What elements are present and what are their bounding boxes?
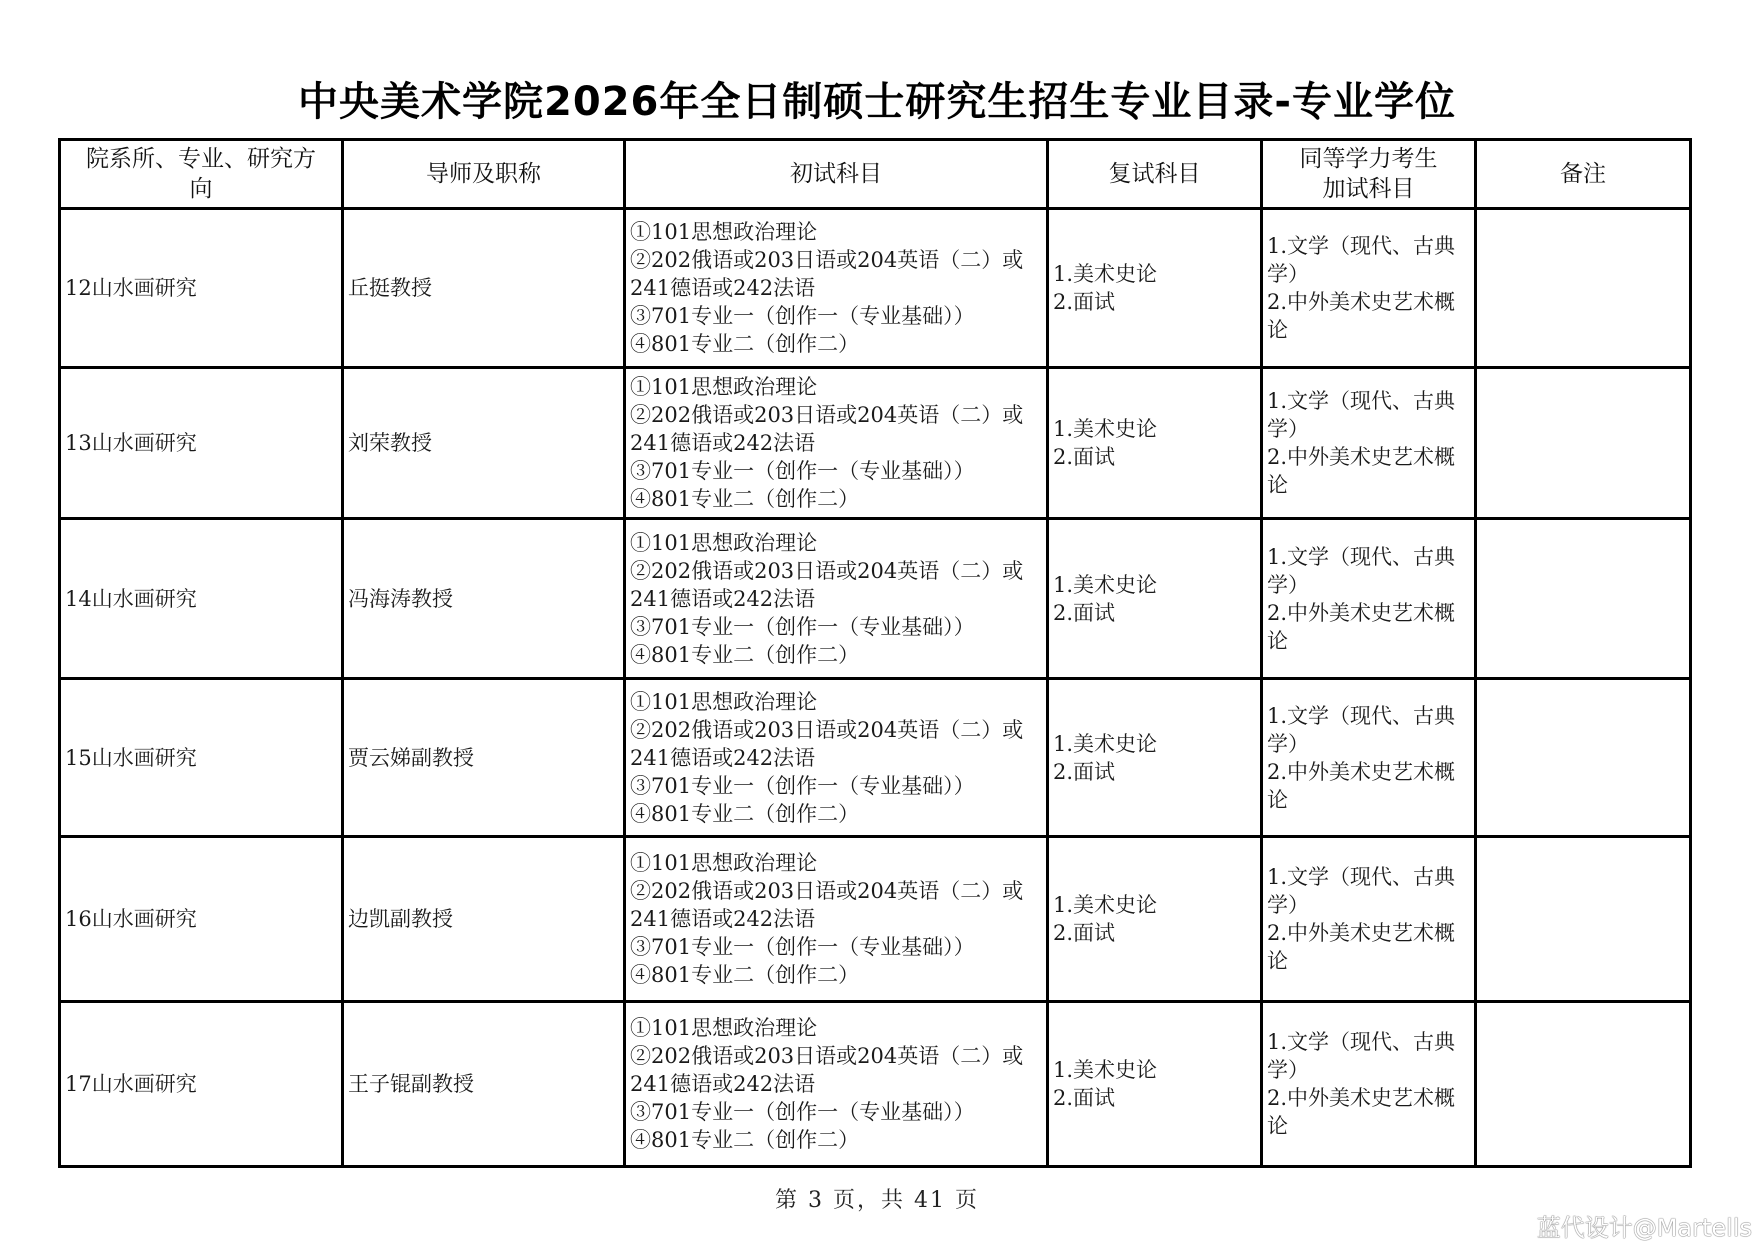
- initial-exam-line: ②202俄语或203日语或204英语（二）或: [630, 248, 1024, 272]
- initial-exam-cell: [625, 368, 1048, 519]
- initial-exam-line: ①101思想政治理论: [630, 220, 818, 244]
- initial-exam-line: ②202俄语或203日语或204英语（二）或: [630, 879, 1024, 903]
- table-row: [60, 837, 1691, 1002]
- header-remarks: 备注: [1476, 140, 1691, 209]
- header-extra-exam: 同等学力考生加试科目: [1262, 140, 1476, 209]
- remarks-cell: [1476, 368, 1691, 519]
- retest-line: 2.面试: [1053, 759, 1116, 784]
- extra-exam-line: 1.文学（现代、古典学）: [1267, 544, 1456, 597]
- header-retest: 复试科目: [1048, 140, 1262, 209]
- extra-exam-cell: [1262, 209, 1476, 368]
- initial-exam-line: 241德语或242法语: [630, 431, 816, 455]
- initial-exam-line: ④801专业二（创作二）: [630, 1128, 860, 1152]
- retest-line: 1.美术史论: [1053, 262, 1158, 286]
- remarks-cell: [1476, 1002, 1691, 1167]
- direction-cell: 17山水画研究: [60, 1002, 343, 1167]
- initial-exam-cell: [625, 209, 1048, 368]
- table-row: [60, 679, 1691, 837]
- extra-exam-line: 1.文学（现代、古典学）: [1267, 1030, 1456, 1082]
- retest-cell: [1048, 368, 1262, 519]
- table-header-row: [60, 140, 1691, 209]
- extra-exam-line: 1.文学（现代、古典学）: [1267, 389, 1456, 441]
- retest-line: 2.面试: [1053, 445, 1116, 469]
- initial-exam-line: ①101思想政治理论: [630, 530, 818, 555]
- initial-exam-line: ①101思想政治理论: [630, 375, 818, 399]
- retest-line: 2.面试: [1053, 1086, 1116, 1110]
- retest-line: 1.美术史论: [1053, 1058, 1158, 1082]
- table-row: [60, 519, 1691, 679]
- direction-cell: 12山水画研究: [60, 209, 343, 368]
- initial-exam-cell: [625, 519, 1048, 679]
- retest-line: 2.面试: [1053, 600, 1116, 625]
- extra-exam-line: 1.文学（现代、古典学）: [1267, 234, 1456, 286]
- extra-exam-line: 1.文学（现代、古典学）: [1267, 865, 1456, 917]
- retest-cell: [1048, 1002, 1262, 1167]
- initial-exam-line: ②202俄语或203日语或204英语（二）或: [630, 1044, 1024, 1068]
- initial-exam-line: ④801专业二（创作二）: [630, 642, 860, 667]
- retest-cell: [1048, 209, 1262, 368]
- initial-exam-line: ②202俄语或203日语或204英语（二）或: [630, 403, 1024, 427]
- header-advisor: 导师及职称: [343, 140, 625, 209]
- table-row: [60, 209, 1691, 368]
- program-catalog-table: [58, 138, 1692, 1168]
- direction-cell: 14山水画研究: [60, 519, 343, 679]
- advisor-cell: 丘挺教授: [343, 209, 625, 368]
- extra-exam-line: 2.中外美术史艺术概论: [1267, 445, 1456, 497]
- extra-exam-cell: [1262, 679, 1476, 837]
- initial-exam-line: ③701专业一（创作一（专业基础））: [630, 935, 975, 959]
- remarks-cell: [1476, 679, 1691, 837]
- retest-line: 1.美术史论: [1053, 731, 1158, 756]
- direction-cell: 16山水画研究: [60, 837, 343, 1002]
- extra-exam-line: 2.中外美术史艺术概论: [1267, 921, 1456, 973]
- retest-line: 1.美术史论: [1053, 893, 1158, 917]
- retest-cell: [1048, 837, 1262, 1002]
- initial-exam-line: ③701专业一（创作一（专业基础））: [630, 773, 975, 798]
- initial-exam-line: ①101思想政治理论: [630, 851, 818, 875]
- retest-line: 1.美术史论: [1053, 417, 1158, 441]
- initial-exam-line: ③701专业一（创作一（专业基础））: [630, 614, 975, 639]
- table-row: [60, 368, 1691, 519]
- retest-line: 2.面试: [1053, 921, 1116, 945]
- advisor-cell: 贾云娣副教授: [343, 679, 625, 837]
- initial-exam-line: ①101思想政治理论: [630, 689, 818, 714]
- direction-cell: 13山水画研究: [60, 368, 343, 519]
- initial-exam-line: 241德语或242法语: [630, 907, 816, 931]
- remarks-cell: [1476, 837, 1691, 1002]
- retest-cell: [1048, 679, 1262, 837]
- page-title: 中央美术学院2026年全日制硕士研究生招生专业目录-专业学位: [298, 79, 1456, 125]
- watermark: 蓝代设计@Martells: [1536, 1214, 1752, 1242]
- retest-line: 1.美术史论: [1053, 572, 1158, 597]
- initial-exam-line: 241德语或242法语: [630, 1072, 816, 1096]
- extra-exam-cell: [1262, 1002, 1476, 1167]
- header-initial-exam: 初试科目: [625, 140, 1048, 209]
- extra-exam-cell: [1262, 519, 1476, 679]
- remarks-cell: [1476, 209, 1691, 368]
- advisor-cell: 边凯副教授: [343, 837, 625, 1002]
- extra-exam-cell: [1262, 837, 1476, 1002]
- initial-exam-line: ③701专业一（创作一（专业基础））: [630, 1100, 975, 1124]
- extra-exam-cell: [1262, 368, 1476, 519]
- advisor-cell: 冯海涛教授: [343, 519, 625, 679]
- initial-exam-line: 241德语或242法语: [630, 586, 816, 611]
- extra-exam-line: 1.文学（现代、古典学）: [1267, 703, 1456, 756]
- initial-exam-line: ②202俄语或203日语或204英语（二）或: [630, 717, 1024, 742]
- direction-cell: 15山水画研究: [60, 679, 343, 837]
- initial-exam-line: ③701专业一（创作一（专业基础））: [630, 304, 975, 328]
- page-number: 第 3 页，共 41 页: [775, 1188, 979, 1213]
- initial-exam-line: ②202俄语或203日语或204英语（二）或: [630, 558, 1024, 583]
- retest-cell: [1048, 519, 1262, 679]
- retest-line: 2.面试: [1053, 290, 1116, 314]
- initial-exam-line: 241德语或242法语: [630, 745, 816, 770]
- extra-exam-line: 2.中外美术史艺术概论: [1267, 600, 1456, 653]
- extra-exam-line: 2.中外美术史艺术概论: [1267, 759, 1456, 812]
- remarks-cell: [1476, 519, 1691, 679]
- extra-exam-line: 2.中外美术史艺术概论: [1267, 290, 1456, 342]
- extra-exam-line: 2.中外美术史艺术概论: [1267, 1086, 1456, 1138]
- initial-exam-line: ①101思想政治理论: [630, 1016, 818, 1040]
- advisor-cell: 刘荣教授: [343, 368, 625, 519]
- advisor-cell: 王子锟副教授: [343, 1002, 625, 1167]
- initial-exam-line: ④801专业二（创作二）: [630, 801, 860, 826]
- initial-exam-cell: [625, 1002, 1048, 1167]
- initial-exam-cell: [625, 837, 1048, 1002]
- initial-exam-line: ④801专业二（创作二）: [630, 332, 860, 356]
- initial-exam-cell: [625, 679, 1048, 837]
- table-row: [60, 1002, 1691, 1167]
- initial-exam-line: ④801专业二（创作二）: [630, 963, 860, 987]
- header-direction: 院系所、专业、研究方向: [60, 140, 343, 209]
- initial-exam-line: ④801专业二（创作二）: [630, 487, 860, 511]
- initial-exam-line: 241德语或242法语: [630, 276, 816, 300]
- initial-exam-line: ③701专业一（创作一（专业基础））: [630, 459, 975, 483]
